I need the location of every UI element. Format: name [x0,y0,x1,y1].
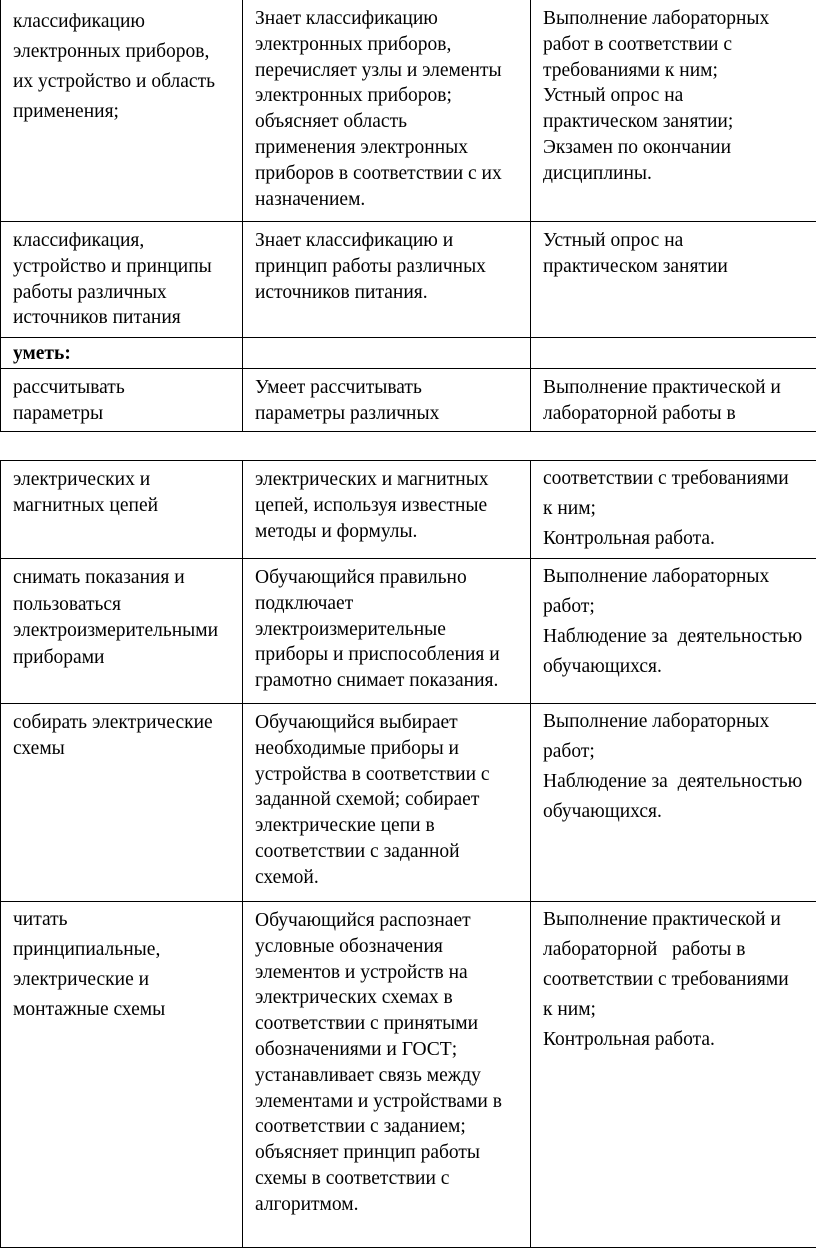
results-table-part-1 [0,0,816,432]
criteria-cell: Обучающийся распознает условные обозначения элементов и устройств на электрических схемах в соответствии с принятыми обозначениями и ГОСТ; устанавливает связь между элементами и устройствами в соответствии с заданием; объясняет принцип работы схемы в соответствии с алгоритмом. [243,902,531,1248]
criteria-cell: Обучающийся правильно подключает электроизмерительные приборы и приспособления и грамотно снимает показания. [243,559,531,704]
table-row [1,461,816,559]
assessment-cell: Выполнение практической и лабораторной работы в [531,369,816,432]
assessment-cell: Выполнение лабораторных работ в соответствии с требованиями к ним; Устный опрос на практическом занятии; Экзамен по окончании дисциплины. [531,0,816,222]
assessment-cell: Выполнение практической и лабораторной работы в соответствии с требованиями к ним; Контрольная работа. [531,902,816,1248]
table-row [1,222,816,338]
assessment-cell: Выполнение лабораторных работ; Наблюдение за деятельностью обучающихся. [531,559,816,704]
table-row [1,338,816,369]
criteria-cell: Умеет рассчитывать параметры различных [243,369,531,432]
criteria-cell: Знает классификацию и принцип работы различных источников питания. [243,222,531,338]
results-table-part-2 [0,460,816,1248]
table-row [1,902,816,1248]
skill-cell: электрических и магнитных цепей [1,461,243,559]
table-row [1,369,816,432]
table-row [1,0,816,222]
assessment-cell: Выполнение лабораторных работ; Наблюдение за деятельностью обучающихся. [531,704,816,902]
assessment-cell: соответствии с требованиями к ним; Контрольная работа. [531,461,816,559]
criteria-cell: Знает классификацию электронных приборов, перечисляет узлы и элементы электронных приборов; объясняет область применения электронных приборов в соответствии с их назначением. [243,0,531,222]
criteria-cell: электрических и магнитных цепей, используя известные методы и формулы. [243,461,531,559]
skill-cell: рассчитывать параметры [1,369,243,432]
assessment-cell [531,338,816,369]
skill-cell: читать принципиальные, электрические и монтажные схемы [1,902,243,1248]
criteria-cell: Обучающийся выбирает необходимые приборы и устройства в соответствии с заданной схемой; собирает электрические цепи в соответствии с заданной схемой. [243,704,531,902]
table-row [1,704,816,902]
skill-cell: собирать электрические схемы [1,704,243,902]
skill-cell: классификацию электронных приборов, их устройство и область применения; [1,0,243,222]
assessment-cell: Устный опрос на практическом занятии [531,222,816,338]
skill-cell: классификация, устройство и принципы работы различных источников питания [1,222,243,338]
skill-cell: снимать показания и пользоваться электроизмерительными приборами [1,559,243,704]
section-label: уметь: [1,338,243,369]
criteria-cell [243,338,531,369]
table-row [1,559,816,704]
